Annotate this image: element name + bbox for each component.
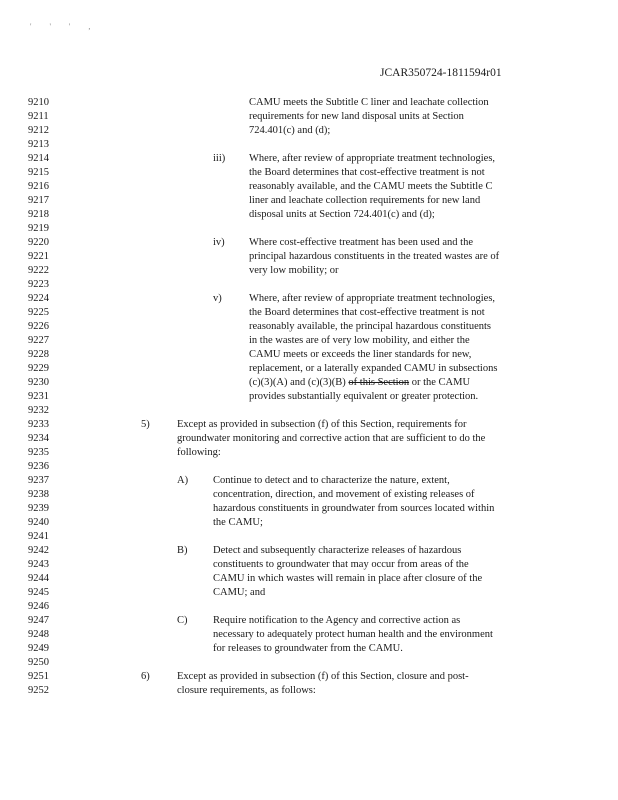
- struck-text: of this Section: [348, 377, 410, 388]
- text-line: Except as provided in subsection (f) of this Section, closure and post-: [177, 671, 469, 682]
- text-line: Where cost-effective treatment has been used and the: [249, 237, 473, 248]
- line-number: 9228: [28, 349, 49, 360]
- line-number: 9234: [28, 433, 49, 444]
- line-number: 9235: [28, 447, 49, 458]
- text-line: in the wastes are of very low mobility, and either the: [249, 335, 470, 346]
- line-number: 9227: [28, 335, 49, 346]
- line-number: 9251: [28, 671, 49, 682]
- text-line: CAMU; and: [213, 587, 266, 598]
- line-number: 9229: [28, 363, 49, 374]
- line-number: 9219: [28, 223, 49, 234]
- line-number: 9220: [28, 237, 49, 248]
- item-label-c: C): [177, 615, 188, 626]
- text-line: Continue to detect and to characterize the nature, extent,: [213, 475, 450, 486]
- line-number: 9231: [28, 391, 49, 402]
- scan-specks: ' ' ' ,: [30, 22, 99, 31]
- line-number: 9215: [28, 167, 49, 178]
- text-line: the CAMU;: [213, 517, 263, 528]
- text-line: hazardous constituents in groundwater from sources located within: [213, 503, 495, 514]
- line-number: 9221: [28, 251, 49, 262]
- text-line: CAMU in which wastes will remain in place after closure of the: [213, 573, 483, 584]
- line-number: 9246: [28, 601, 49, 612]
- text-line: principal hazardous constituents in the treated wastes are of: [249, 251, 500, 262]
- line-number: 9245: [28, 587, 49, 598]
- line-number: 9225: [28, 307, 49, 318]
- text-line: for releases to groundwater from the CAMU.: [213, 643, 403, 654]
- text-line: disposal units at Section 724.401(c) and (d);: [249, 209, 435, 220]
- item-label-a: A): [177, 475, 189, 486]
- line-number: 9213: [28, 139, 49, 150]
- item-label-5: 5): [141, 419, 150, 430]
- line-number: 9233: [28, 419, 49, 430]
- line-number: 9212: [28, 125, 49, 136]
- text-segment: (c)(3)(A) and (c)(3)(B): [249, 377, 349, 388]
- item-label-v: v): [213, 293, 222, 304]
- line-number: 9238: [28, 489, 49, 500]
- text-line: requirements for new land disposal units at Section: [249, 111, 464, 122]
- text-line: constituents to groundwater that may occur from areas of the: [213, 559, 469, 570]
- line-number: 9211: [28, 111, 49, 122]
- text-line: replacement, or a laterally expanded CAMU in subsections: [249, 363, 498, 374]
- line-number: 9249: [28, 643, 49, 654]
- line-number: 9241: [28, 531, 49, 542]
- text-line: CAMU meets the Subtitle C liner and leachate collection: [249, 97, 489, 108]
- text-line: Except as provided in subsection (f) of this Section, requirements for: [177, 419, 467, 430]
- text-line: Where, after review of appropriate treatment technologies,: [249, 293, 496, 304]
- text-line: concentration, direction, and movement of existing releases of: [213, 489, 475, 500]
- text-line: Require notification to the Agency and corrective action as: [213, 615, 461, 626]
- line-number: 9214: [28, 153, 49, 164]
- line-number: 9217: [28, 195, 49, 206]
- text-line: closure requirements, as follows:: [177, 685, 316, 696]
- line-number: 9248: [28, 629, 49, 640]
- item-label-iv: iv): [213, 237, 225, 248]
- line-number: 9224: [28, 293, 49, 304]
- line-number: 9210: [28, 97, 49, 108]
- line-number: 9218: [28, 209, 49, 220]
- line-number: 9232: [28, 405, 49, 416]
- text-line: reasonably available, the principal hazardous constituents: [249, 321, 491, 332]
- item-label-b: B): [177, 545, 188, 556]
- text-line: following:: [177, 447, 221, 458]
- line-number: 9243: [28, 559, 49, 570]
- line-number: 9236: [28, 461, 49, 472]
- line-number: 9252: [28, 685, 49, 696]
- line-number: 9250: [28, 657, 49, 668]
- text-line: groundwater monitoring and corrective action that are sufficient to do the: [177, 433, 486, 444]
- line-number: 9244: [28, 573, 49, 584]
- item-label-iii: iii): [213, 153, 226, 164]
- line-number: 9223: [28, 279, 49, 290]
- text-line: the Board determines that cost-effective treatment is not: [249, 307, 485, 318]
- text-line: necessary to adequately protect human health and the environment: [213, 629, 493, 640]
- text-line: reasonably available, and the CAMU meets the Subtitle C: [249, 181, 493, 192]
- text-line: [249, 377, 470, 388]
- line-number: 9240: [28, 517, 49, 528]
- line-number: 9222: [28, 265, 49, 276]
- line-number: 9242: [28, 545, 49, 556]
- text-line: liner and leachate collection requirements for new land: [249, 195, 481, 206]
- line-number: 9216: [28, 181, 49, 192]
- line-number: 9239: [28, 503, 49, 514]
- text-line: very low mobility; or: [249, 265, 339, 276]
- text-line: provides substantially equivalent or greater protection.: [249, 391, 479, 402]
- text-line: 724.401(c) and (d);: [249, 125, 331, 136]
- text-line: the Board determines that cost-effective treatment is not: [249, 167, 485, 178]
- text-line: CAMU meets or exceeds the liner standards for new,: [249, 349, 472, 360]
- line-number: 9237: [28, 475, 49, 486]
- document-id: JCAR350724-1811594r01: [380, 67, 502, 79]
- item-label-6: 6): [141, 671, 150, 682]
- text-segment: or the CAMU: [409, 377, 471, 388]
- line-number: 9247: [28, 615, 49, 626]
- text-line: Detect and subsequently characterize releases of hazardous: [213, 545, 462, 556]
- text-line: Where, after review of appropriate treatment technologies,: [249, 153, 496, 164]
- line-number: 9226: [28, 321, 49, 332]
- line-number: 9230: [28, 377, 49, 388]
